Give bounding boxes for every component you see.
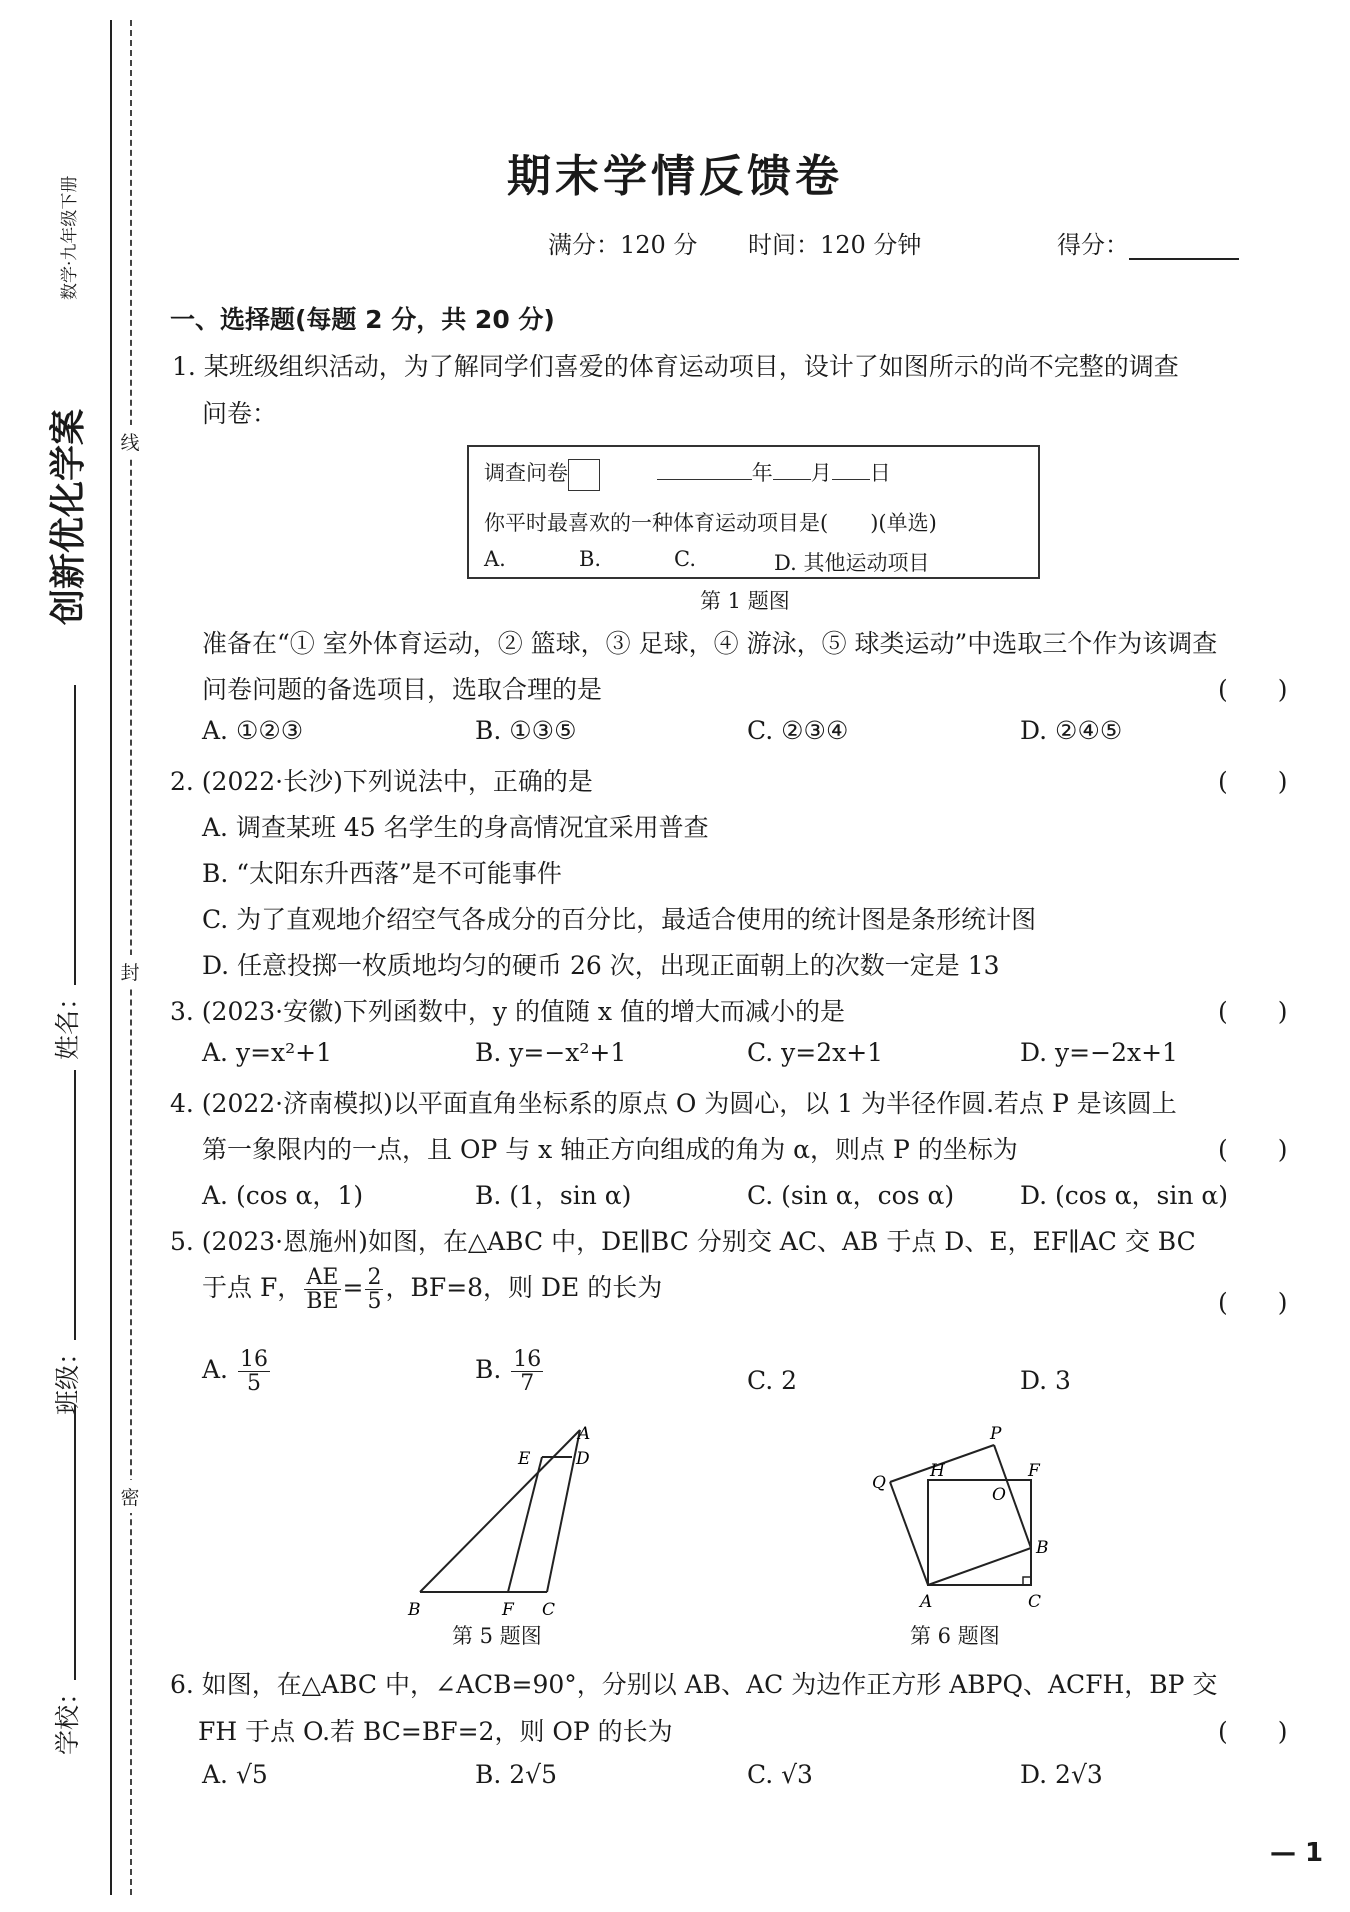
q5-line2: 于点 F， $\frac{AE}{BE}$ = $\frac{2}{5}$ ，BF=8，则 DE 的长为 — [202, 1265, 663, 1315]
q6-caption: 第 6 题图 — [910, 1624, 1000, 1648]
page-title: 期末学情反馈卷 — [507, 151, 843, 202]
q2-stem: 2. (2022·长沙)下列说法中，正确的是 — [170, 767, 593, 796]
q1-line1: 1. 某班级组织活动，为了解同学们喜爱的体育运动项目，设计了如图所示的尚不完整的调查 — [172, 352, 1179, 381]
q4-answer-paren[interactable]: ( ) — [1218, 1135, 1288, 1164]
q3-option-c[interactable]: C. y=2x+1 — [747, 1038, 884, 1067]
section-heading: 一、选择题(每题 2 分，共 20 分) — [170, 305, 555, 334]
fig6-label-c: C — [1028, 1592, 1042, 1612]
survey-opt-c: C. — [674, 547, 696, 571]
q1-option-a[interactable]: A. ①②③ — [202, 716, 304, 745]
survey-opt-d: D. 其他运动项目 — [774, 551, 930, 575]
class-field[interactable]: 班级： — [48, 1070, 84, 1415]
q1-line4: 问卷问题的备选项目，选取合理的是 — [202, 675, 603, 704]
q1-line3: 准备在“① 室外体育运动，② 篮球，③ 足球，④ 游泳，⑤ 球类运动”中选取三个作为该调查 — [202, 629, 1218, 658]
fig6-label-h: H — [930, 1461, 945, 1481]
q2-option-b[interactable]: B. “太阳东升西落”是不可能事件 — [202, 859, 562, 888]
book-title: 数学·九年级下册 — [60, 175, 80, 300]
fig5-label-d: D — [576, 1449, 590, 1469]
q5-option-d[interactable]: D. 3 — [1020, 1366, 1071, 1395]
q6-option-a[interactable]: A. √5 — [202, 1760, 268, 1789]
q1-line2: 问卷： — [202, 399, 278, 428]
q6-answer-paren[interactable]: ( ) — [1218, 1717, 1288, 1746]
q5-figure — [400, 1425, 620, 1625]
name-field[interactable]: 姓名： — [48, 685, 84, 1060]
fig6-label-b: B — [1036, 1538, 1049, 1558]
exam-time: 时间：120 分钟 — [748, 231, 922, 259]
q3-option-d[interactable]: D. y=−2x+1 — [1020, 1038, 1178, 1067]
school-field[interactable]: 学校： — [48, 1405, 84, 1755]
q1-option-c[interactable]: C. ②③④ — [747, 716, 849, 745]
bind-mark-feng: 封 — [118, 955, 142, 988]
q5-option-b[interactable]: B. $\frac{16}{7}$ — [475, 1347, 542, 1397]
q5-fraction-2-5: $\frac{2}{5}$ — [367, 1265, 382, 1315]
q2-option-a[interactable]: A. 调查某班 45 名学生的身高情况宜采用普查 — [202, 813, 709, 842]
fig5-label-e: E — [518, 1449, 531, 1469]
q2-answer-paren[interactable]: ( ) — [1218, 767, 1288, 796]
survey-opt-a: A. — [484, 547, 506, 571]
q6-option-c[interactable]: C. √3 — [747, 1760, 813, 1789]
q5-answer-paren[interactable]: ( ) — [1218, 1288, 1288, 1317]
survey-title: 调查问卷 — [484, 461, 568, 485]
fig6-label-q: Q — [872, 1473, 886, 1493]
fig6-side-ab — [928, 1548, 1031, 1585]
brand-logo: 创新优化学案 — [48, 408, 89, 625]
q3-option-b[interactable]: B. y=−x²+1 — [475, 1038, 627, 1067]
q6-line1: 6. 如图，在△ABC 中，∠ACB=90°，分别以 AB、AC 为边作正方形 ABPQ、ACFH，BP 交 — [170, 1670, 1218, 1699]
survey-question: 你平时最喜欢的一种体育运动项目是( )(单选) — [484, 511, 937, 535]
q2-option-d[interactable]: D. 任意投掷一枚质地均匀的硬币 26 次，出现正面朝上的次数一定是 13 — [202, 951, 1000, 980]
page-number: — 1 — [1270, 1838, 1324, 1868]
q4-option-b[interactable]: B. (1，sin α) — [475, 1181, 632, 1210]
bind-mark-xian: 线 — [118, 425, 142, 458]
q5-caption: 第 5 题图 — [452, 1624, 542, 1648]
q5-fraction-ae-be: $\frac{AE}{BE}$ — [306, 1265, 339, 1315]
fig6-label-f: F — [1028, 1461, 1040, 1481]
q3-option-a[interactable]: A. y=x²+1 — [202, 1038, 332, 1067]
fig6-label-p: P — [990, 1425, 1002, 1444]
score-field[interactable]: 得分： — [1057, 225, 1239, 260]
q6-figure — [860, 1425, 1060, 1625]
binding-solid-line — [110, 20, 112, 1895]
q3-answer-paren[interactable]: ( ) — [1218, 997, 1288, 1026]
q1-option-d[interactable]: D. ②④⑤ — [1020, 716, 1123, 745]
fig6-label-o: O — [992, 1485, 1006, 1505]
q1-option-b[interactable]: B. ①③⑤ — [475, 716, 577, 745]
q1-answer-paren[interactable]: ( ) — [1218, 675, 1288, 704]
q6-line2: FH 于点 O.若 BC=BF=2，则 OP 的长为 — [198, 1717, 673, 1746]
q1-caption: 第 1 题图 — [700, 589, 790, 613]
q4-option-a[interactable]: A. (cos α，1) — [202, 1181, 364, 1210]
fig5-seg-ef — [508, 1457, 542, 1592]
q4-line2: 第一象限内的一点，且 OP 与 x 轴正方向组成的角为 α，则点 P 的坐标为 — [202, 1135, 1018, 1164]
survey-checkbox — [568, 459, 600, 491]
q4-option-d[interactable]: D. (cos α，sin α) — [1020, 1181, 1229, 1210]
fig6-right-angle — [1023, 1577, 1031, 1585]
q5-line1: 5. (2023·恩施州)如图，在△ABC 中，DE∥BC 分别交 AC、AB 于点 D、E，EF∥AC 交 BC — [170, 1227, 1196, 1256]
full-score: 满分：120 分 — [548, 231, 698, 259]
fig5-label-c: C — [542, 1600, 556, 1620]
q4-option-c[interactable]: C. (sin α，cos α) — [747, 1181, 955, 1210]
bind-mark-mi: 密 — [118, 1480, 142, 1513]
fig6-square-acfh — [928, 1480, 1031, 1585]
q5-option-a[interactable]: A. $\frac{16}{5}$ — [202, 1347, 268, 1397]
fig6-side-qa — [890, 1482, 928, 1585]
fig6-label-a: A — [920, 1592, 933, 1612]
fig5-side-ba — [420, 1430, 580, 1592]
fig5-label-f: F — [502, 1600, 514, 1620]
q6-option-d[interactable]: D. 2√3 — [1020, 1760, 1103, 1789]
fig5-label-a: A — [578, 1425, 591, 1444]
q5-option-c[interactable]: C. 2 — [747, 1366, 798, 1395]
fig5-label-b: B — [408, 1600, 421, 1620]
q4-line1: 4. (2022·济南模拟)以平面直角坐标系的原点 O 为圆心，以 1 为半径作圆.若点 P 是该圆上 — [170, 1089, 1177, 1118]
q3-stem: 3. (2023·安徽)下列函数中，y 的值随 x 值的增大而减小的是 — [170, 997, 845, 1026]
q2-option-c[interactable]: C. 为了直观地介绍空气各成分的百分比，最适合使用的统计图是条形统计图 — [202, 905, 1037, 934]
survey-box: 调查问卷 年 月 日 你平时最喜欢的一种体育运动项目是( )(单选) A. B. C. D. 其他运动项目 — [467, 445, 1040, 579]
q6-option-b[interactable]: B. 2√5 — [475, 1760, 558, 1789]
survey-opt-b: B. — [579, 547, 602, 571]
